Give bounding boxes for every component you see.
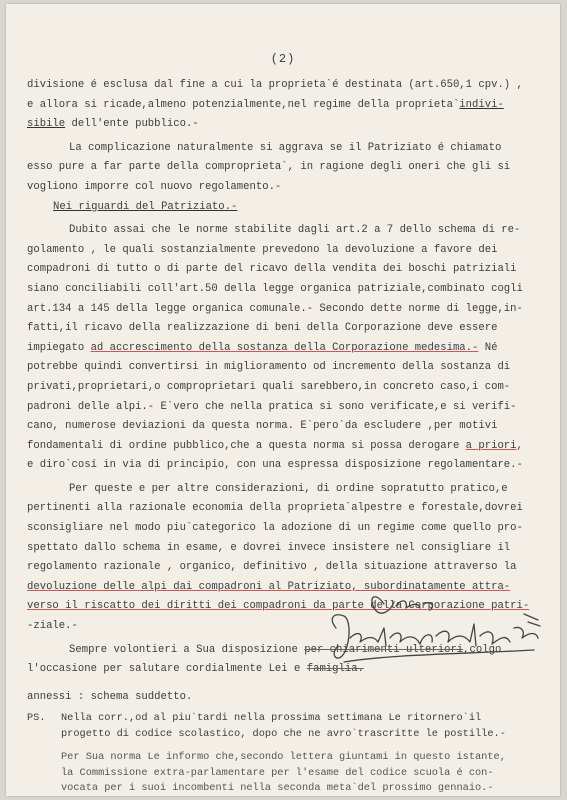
postscript: [27, 711, 553, 797]
text-line: impiegato ad accrescimento della sostanza della Corporazione medesima.- Né: [27, 341, 498, 354]
text-line: golamento , le quali sostanzialmente prevedono la devoluzione a favore dei: [27, 243, 498, 256]
section-heading: Nei riguardi del Patriziato.-: [53, 200, 238, 213]
text-line: divisione é esclusa dal fine a cui la proprieta`é destinata (art.650,1 cpv.) ,: [27, 79, 523, 91]
text-line: art.134 a 145 della legge organica comunale.- Secondo dette norme di legge,in-: [27, 302, 523, 315]
ps-label: PS.: [27, 712, 46, 725]
ps-line: vocata per i suoi incombenti nella seconda meta`del prossimo gennaio.-: [61, 782, 494, 795]
text-line: Per queste e per altre considerazioni, di ordine sopratutto pratico,e: [69, 482, 508, 495]
text-line: esso pure a far parte della comproprieta`, in ragione degli oneri che gli si: [27, 161, 511, 174]
text-line: verso il riscatto dei diritti dei compadroni da parte della Corporazione patri-: [27, 600, 530, 613]
annex-line: annessi : schema suddetto.: [27, 690, 193, 703]
text-line: fondamentali di ordine pubblico,che a questa norma si possa derogare a priori,: [27, 439, 523, 452]
text-line: potrebbe quindi convertirsi in miglioramento od incremento della sostanza di: [27, 361, 511, 374]
text-line: compadroni di tutto o di parte del ricavo della vendita dei boschi patriziali: [27, 263, 517, 276]
handwritten-signature: [324, 584, 549, 670]
page-number: (2): [270, 52, 296, 66]
text-line: devoluzione delle alpi dai compadroni al Patriziato, subordinatamente attra-: [27, 580, 511, 593]
text-line: padroni delle alpi.- E`vero che nella pratica si sono verificate,e si verifi-: [27, 400, 517, 413]
ps-line: Per Sua norma Le informo che,secondo lettera giuntami in questo istante,: [61, 751, 506, 764]
document-page: [6, 4, 560, 796]
ps-line: progetto di codice scolastico, dopo che ne avro`trascritte le postille.-: [61, 727, 506, 740]
text-line: vogliono imporre col nuovo regolamento.-: [27, 180, 282, 193]
text-line: -ziale.-: [27, 620, 78, 633]
text-line: spettato dallo schema in esame, e dovrei invece insistere nel consigliare il: [27, 541, 511, 554]
text-line: cano, numerose deviazioni da questa norma. E`pero`da escludere ,per motivi: [27, 420, 498, 433]
text-line: sconsigliare nel modo piu`categorico la adozione di un regime come quello pro-: [27, 522, 523, 535]
text-line: pertinenti alla razionale economia della proprieta`alpestre e forestale,dovrei: [27, 502, 523, 515]
closing-line: l'occasione per salutare cordialmente Lei e famiglia.: [27, 663, 364, 676]
text-line: La complicazione naturalmente si aggrava se il Patriziato é chiamato: [69, 141, 502, 154]
text-line: fatti,il ricavo della realizzazione di beni della Corporazione deve essere: [27, 322, 498, 335]
text-line: siano conciliabili coll'art.50 della legge organica patriziale,combinato cogli: [27, 282, 523, 295]
ps-line: PS. Nella corr.,od al piu`tardi nella prossima settimana Le ritornero`il: [27, 711, 553, 727]
text-line: privati,proprietari,o comproprietari quali sarebbero,in concreto caso,i com-: [27, 380, 511, 393]
text-line: e diro`cosí in via di principio, con una espressa disposizione regolamentare.-: [27, 459, 523, 472]
ps-line: la Commissione extra-parlamentare per l'esame del codice scuola é con-: [61, 766, 494, 779]
letter-body: [27, 76, 553, 797]
text-line: regolamento razionale , organico, definitivo , della situazione attraverso la: [27, 561, 517, 574]
text-line: sibile dell'ente pubblico.-: [27, 118, 199, 131]
text-line: Dubito assai che le norme stabilite dagli art.2 a 7 dello schema di re-: [69, 224, 521, 237]
closing-line: Sempre volontieri a Sua disposizione per chiarimenti ulteriori,colgo: [69, 643, 502, 656]
text-line: e allora si ricade,almeno potenzialmente,nel regime della proprieta`indivi-: [27, 98, 504, 111]
